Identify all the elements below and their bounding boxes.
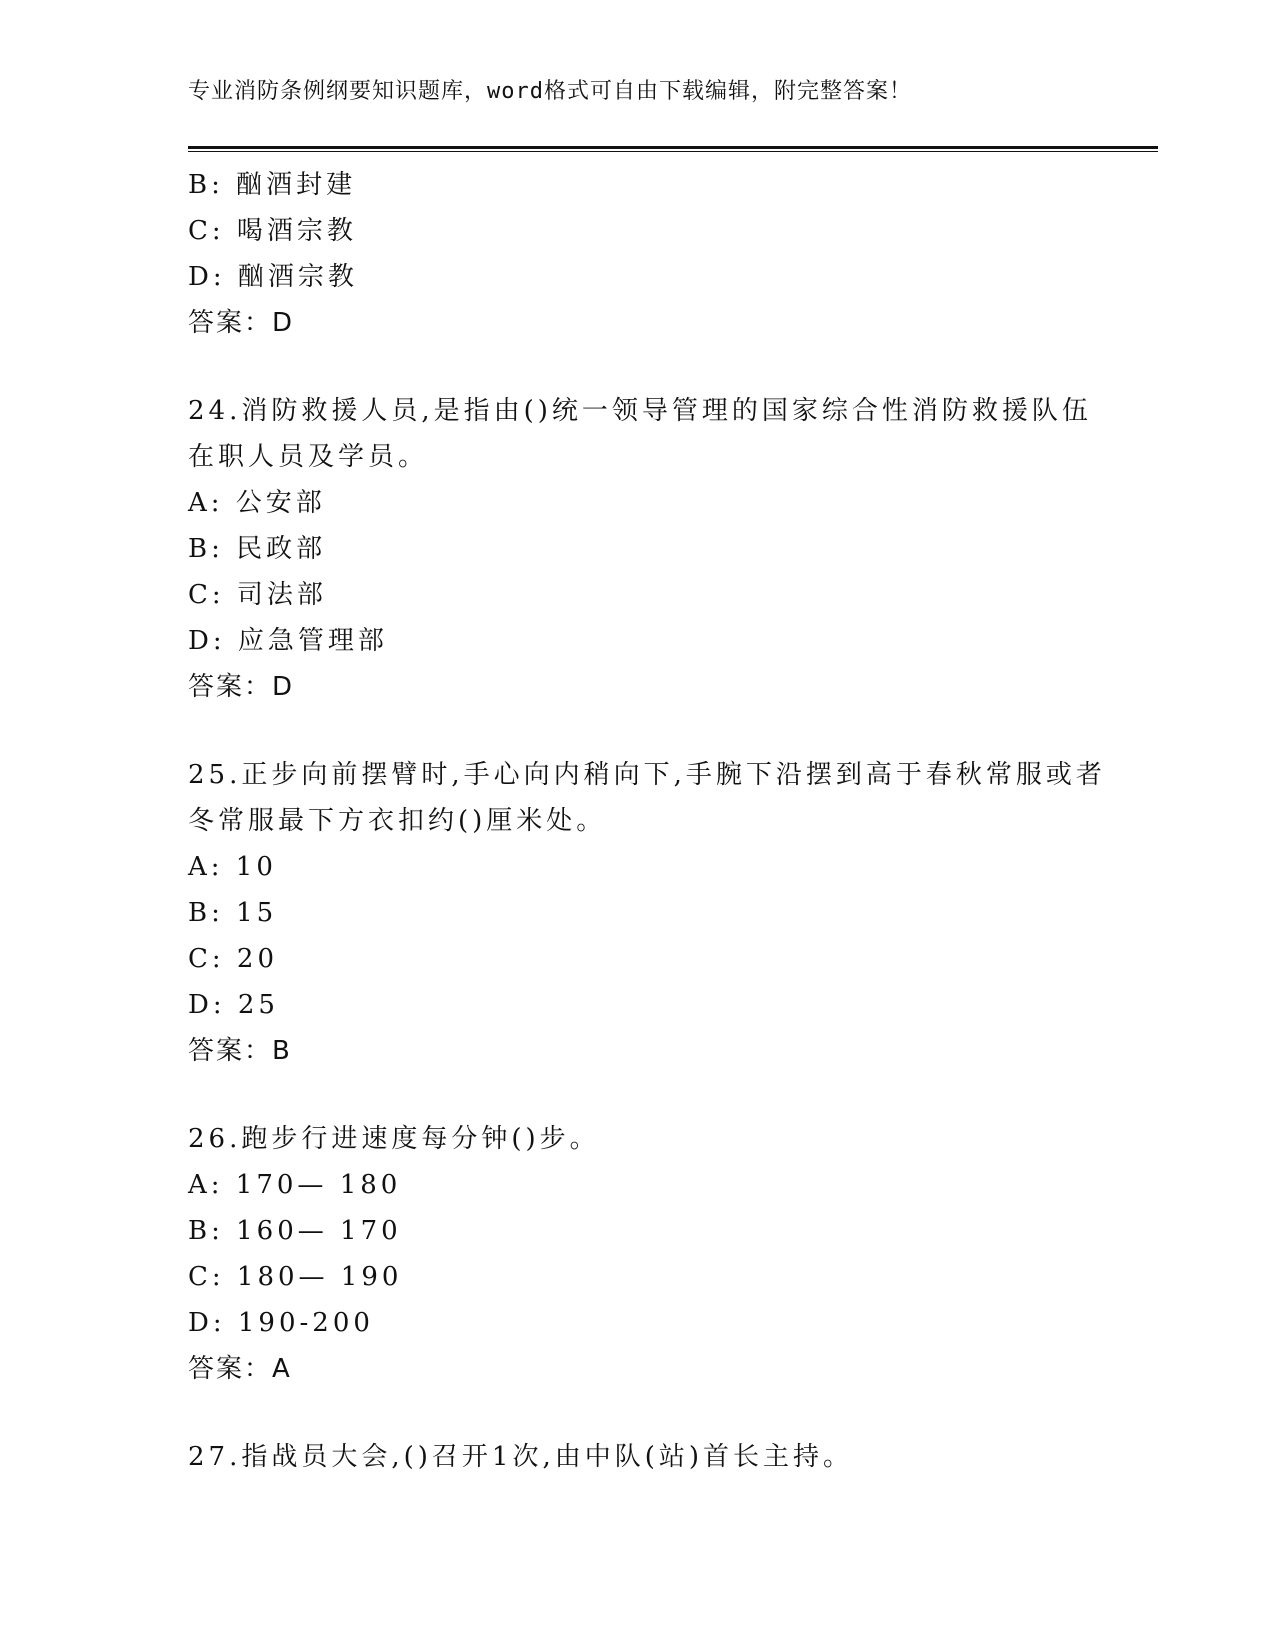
option-a: A: 170— 180: [188, 1170, 402, 1200]
question-26: [188, 1116, 1088, 1392]
question-text-line: 27.指战员大会,()召开1次,由中队(站)首长主持。: [188, 1442, 853, 1472]
option-b: B: 160— 170: [188, 1216, 402, 1246]
question-text-line: 在职人员及学员。: [188, 442, 429, 472]
option-c: C: 20: [188, 944, 279, 974]
option-d: D: 190-200: [188, 1308, 374, 1338]
question-24: [188, 388, 1092, 710]
option-a: A: 10: [188, 852, 277, 882]
question-27: [188, 1434, 1088, 1480]
answer-line: 答案：D: [188, 308, 295, 338]
option-d: D: 25: [188, 990, 279, 1020]
option-c: C: 180— 190: [188, 1262, 403, 1292]
document-body: [188, 162, 1106, 1480]
option-b: B: 15: [188, 898, 278, 928]
option-a: A: 公安部: [188, 488, 326, 518]
question-text-line: 24.消防救援人员,是指由()统一领导管理的国家综合性消防救援队伍: [188, 396, 1092, 426]
answer-line: 答案：A: [188, 1354, 292, 1384]
question-text-line: 冬常服最下方衣扣约()厘米处。: [188, 806, 607, 836]
option-d: D: 酗酒宗教: [188, 262, 358, 292]
option-c: C: 喝酒宗教: [188, 216, 357, 246]
question-25: [188, 752, 1106, 1074]
question-text-line: 26.跑步行进速度每分钟()步。: [188, 1124, 600, 1154]
answer-line: 答案：D: [188, 672, 295, 702]
question-23-continued: [188, 162, 1088, 346]
option-d: D: 应急管理部: [188, 626, 388, 656]
option-c: C: 司法部: [188, 580, 327, 610]
header-divider: [188, 146, 1158, 152]
question-text-line: 25.正步向前摆臂时,手心向内稍向下,手腕下沿摆到高于春秋常服或者: [188, 760, 1106, 790]
answer-line: 答案：B: [188, 1036, 292, 1066]
option-b: B: 酗酒封建: [188, 170, 357, 200]
option-b: B: 民政部: [188, 534, 327, 564]
page-header-text: 专业消防条例纲要知识题库，word格式可自由下载编辑，附完整答案！: [188, 79, 912, 104]
